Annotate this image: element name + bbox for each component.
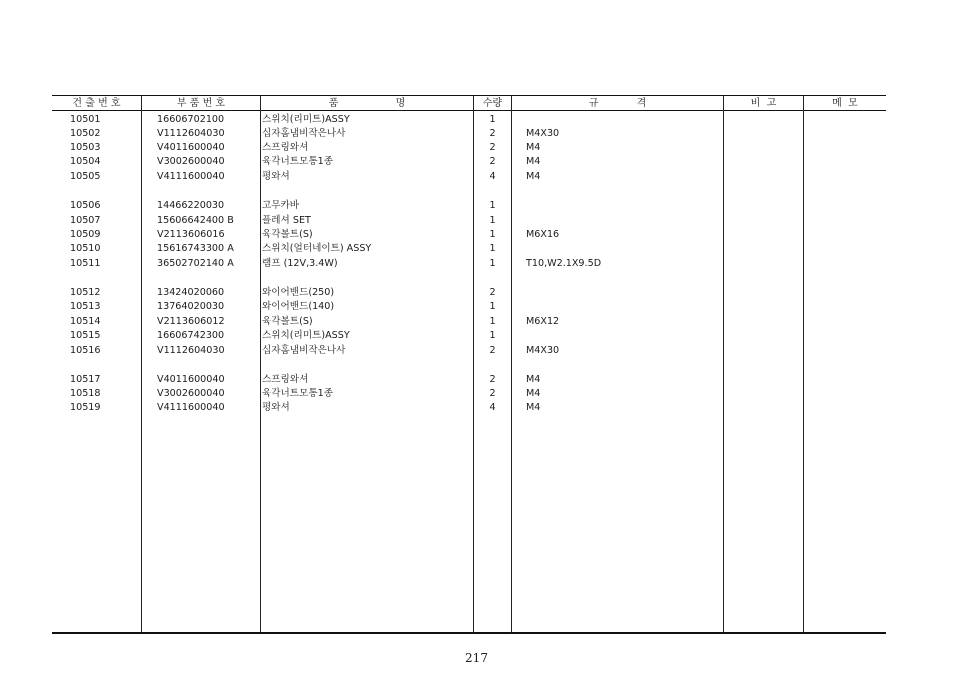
quantity: 1 (489, 229, 496, 240)
part-name: 와이어밴드(140) (262, 301, 335, 312)
specification: M4 (526, 388, 541, 399)
quantity: 2 (489, 345, 496, 356)
part-name: 스프링와셔 (262, 374, 309, 385)
item-number: 10502 (70, 128, 101, 139)
part-number: V4011600040 (157, 142, 225, 153)
item-number: 10512 (70, 287, 101, 298)
part-number: V3002600040 (157, 156, 225, 167)
quantity: 2 (489, 374, 496, 385)
item-number: 10513 (70, 301, 101, 312)
header-name: 품 명 (328, 98, 406, 109)
header-memo: 메 모 (832, 98, 858, 109)
item-number: 10504 (70, 156, 101, 167)
specification: M4 (526, 374, 541, 385)
header-remark: 비 고 (750, 98, 777, 109)
part-number: 15616743300 A (157, 243, 234, 254)
part-number: 13424020060 (157, 287, 225, 298)
column-divider (803, 96, 804, 633)
part-number: V2113606016 (157, 229, 225, 240)
part-number: V4111600040 (157, 402, 225, 413)
part-name: 십자홈냄비작은나사 (262, 345, 346, 356)
part-name: 육각볼트(S) (262, 229, 313, 240)
part-name: 육각너트모통1종 (262, 388, 333, 399)
part-name: 플레셔 SET (262, 215, 311, 226)
specification: M4 (526, 156, 541, 167)
quantity: 1 (489, 200, 496, 211)
quantity: 1 (489, 114, 496, 125)
quantity: 2 (489, 156, 496, 167)
part-name: 스위치(리미트)ASSY (262, 330, 350, 341)
header-spec: 규 격 (588, 98, 647, 109)
column-divider (511, 96, 512, 633)
quantity: 1 (489, 330, 496, 341)
part-number: V2113606012 (157, 316, 225, 327)
part-name: 평와셔 (262, 402, 290, 413)
specification: M6X16 (526, 229, 560, 240)
item-number: 10507 (70, 215, 101, 226)
item-number: 10519 (70, 402, 101, 413)
part-name: 평와셔 (262, 171, 290, 182)
item-number: 10509 (70, 229, 101, 240)
item-number: 10510 (70, 243, 101, 254)
quantity: 2 (489, 287, 496, 298)
quantity: 1 (489, 215, 496, 226)
item-number: 10516 (70, 345, 101, 356)
table-top-rule (52, 95, 886, 96)
quantity: 1 (489, 243, 496, 254)
item-number: 10505 (70, 171, 101, 182)
part-name: 육각너트모통1종 (262, 156, 333, 167)
quantity: 1 (489, 316, 496, 327)
part-number: 13764020030 (157, 301, 225, 312)
item-number: 10503 (70, 142, 101, 153)
quantity: 2 (489, 388, 496, 399)
part-number: 16606742300 (157, 330, 225, 341)
part-number: V1112604030 (157, 345, 225, 356)
part-number: 16606702100 (157, 114, 225, 125)
part-name: 고무카바 (262, 200, 300, 211)
quantity: 4 (489, 402, 496, 413)
part-name: 십자홈냄비작은나사 (262, 128, 346, 139)
header-item-no: 건 출 번 호 (72, 98, 121, 109)
part-name: 와이어밴드(250) (262, 287, 335, 298)
part-name: 스위치(얼터네이트) ASSY (262, 243, 372, 254)
header-bottom-rule (52, 110, 886, 111)
specification: M4X30 (526, 345, 560, 356)
header-qty: 수량 (482, 98, 503, 109)
item-number: 10506 (70, 200, 101, 211)
table-bottom-rule (52, 632, 886, 634)
part-number: 15606642400 B (157, 215, 234, 226)
item-number: 10515 (70, 330, 101, 341)
header-part-no: 부 품 번 호 (176, 98, 226, 109)
quantity: 2 (489, 128, 496, 139)
item-number: 10511 (70, 258, 101, 269)
part-number: V4011600040 (157, 374, 225, 385)
specification: M4 (526, 142, 541, 153)
part-name: 램프 (12V,3.4W) (262, 258, 338, 269)
specification: M6X12 (526, 316, 560, 327)
part-name: 육각볼트(S) (262, 316, 313, 327)
specification: M4 (526, 402, 541, 413)
column-divider (723, 96, 724, 633)
item-number: 10514 (70, 316, 101, 327)
quantity: 4 (489, 171, 496, 182)
part-number: V3002600040 (157, 388, 225, 399)
part-number: 36502702140 A (157, 258, 234, 269)
quantity: 2 (489, 142, 496, 153)
column-divider (141, 96, 142, 633)
part-number: V4111600040 (157, 171, 225, 182)
part-name: 스위치(리미트)ASSY (262, 114, 350, 125)
item-number: 10517 (70, 374, 101, 385)
page-number: 217 (465, 651, 488, 665)
item-number: 10518 (70, 388, 101, 399)
specification: M4 (526, 171, 541, 182)
quantity: 1 (489, 301, 496, 312)
column-divider (260, 96, 261, 633)
quantity: 1 (489, 258, 496, 269)
part-number: 14466220030 (157, 200, 225, 211)
part-number: V1112604030 (157, 128, 225, 139)
specification: M4X30 (526, 128, 560, 139)
item-number: 10501 (70, 114, 101, 125)
specification: T10,W2.1X9.5D (526, 258, 602, 269)
part-name: 스프링와셔 (262, 142, 309, 153)
